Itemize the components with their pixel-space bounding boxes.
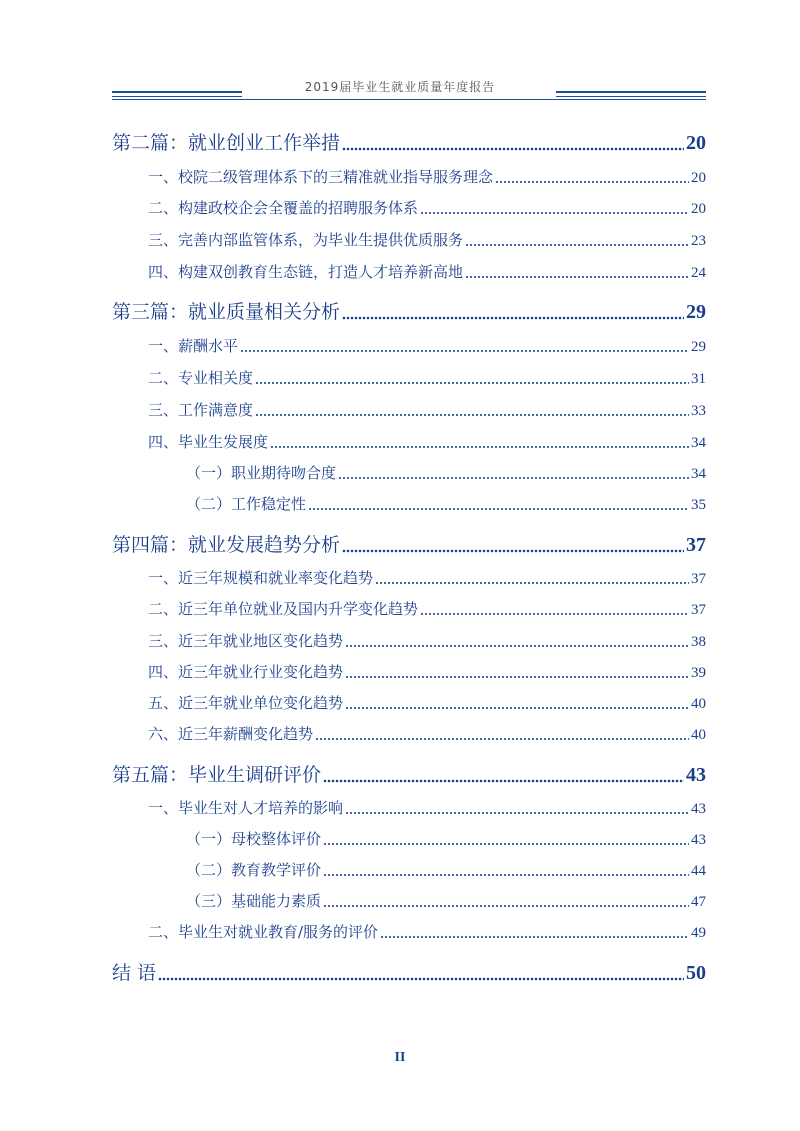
- toc-entry-label: 一、校院二级管理体系下的三精准就业指导服务理念: [148, 168, 494, 186]
- toc-entry-label: 三、近三年就业地区变化趋势: [148, 632, 344, 650]
- toc-entry[interactable]: [186, 859, 706, 880]
- toc-entry[interactable]: [148, 431, 706, 452]
- toc-entry-label: （二）工作稳定性: [186, 495, 307, 513]
- toc-entry[interactable]: [186, 493, 706, 514]
- toc-entry[interactable]: [148, 598, 706, 619]
- toc-entry[interactable]: [148, 661, 706, 682]
- toc-leader-dots: [420, 200, 689, 215]
- toc-leader-dots: [240, 338, 689, 353]
- toc-entry-page: 20: [691, 170, 706, 186]
- toc-entry[interactable]: [112, 297, 706, 324]
- toc-entry-page: 34: [691, 466, 706, 482]
- toc-entry-label: 六、近三年薪酬变化趋势: [148, 725, 314, 743]
- toc-entry-page: 47: [691, 894, 706, 910]
- toc-entry-label: 第四篇：就业发展趋势分析: [112, 534, 341, 556]
- toc-leader-dots: [270, 434, 689, 449]
- toc-entry-label: 第五篇：毕业生调研评价: [112, 764, 322, 786]
- toc-entry[interactable]: [148, 630, 706, 651]
- toc-entry-label: 第二篇：就业创业工作举措: [112, 132, 341, 154]
- toc-entry[interactable]: [148, 166, 706, 187]
- toc-entry-page: 40: [691, 727, 706, 743]
- toc-entry-page: 43: [691, 801, 706, 817]
- toc-entry-label: 二、近三年单位就业及国内升学变化趋势: [148, 600, 419, 618]
- toc-entry[interactable]: [148, 723, 706, 744]
- toc-entry-label: （一）职业期待吻合度: [186, 464, 337, 482]
- toc-entry[interactable]: [148, 797, 706, 818]
- toc-entry-page: 24: [691, 265, 706, 281]
- toc-entry[interactable]: [112, 958, 706, 985]
- toc-entry-page: 35: [691, 497, 706, 513]
- toc-entry-page: 40: [691, 696, 706, 712]
- toc-entry-label: 五、近三年就业单位变化趋势: [148, 694, 344, 712]
- toc-entry-page: 29: [686, 301, 706, 323]
- toc-leader-dots: [255, 370, 689, 385]
- toc-entry-page: 33: [691, 403, 706, 419]
- toc-leader-dots: [255, 402, 689, 417]
- toc-leader-dots: [323, 862, 689, 877]
- toc-entry-label: 三、完善内部监管体系，为毕业生提供优质服务: [148, 231, 464, 249]
- toc-leader-dots: [342, 301, 684, 320]
- toc-entry-page: 49: [691, 925, 706, 941]
- toc-entry-label: （三）基础能力素质: [186, 892, 322, 910]
- toc-entry[interactable]: [112, 760, 706, 787]
- toc-entry[interactable]: [148, 335, 706, 356]
- toc-leader-dots: [338, 465, 689, 480]
- toc-entry-page: 50: [686, 962, 706, 984]
- toc-entry[interactable]: [148, 567, 706, 588]
- toc-leader-dots: [345, 695, 689, 710]
- toc-entry-label: 三、工作满意度: [148, 401, 254, 419]
- toc-leader-dots: [345, 664, 689, 679]
- report-title: 2019届毕业生就业质量年度报告: [304, 80, 496, 94]
- toc-entry-page: 37: [686, 534, 706, 556]
- toc-entry[interactable]: [112, 128, 706, 155]
- toc-entry-label: 一、薪酬水平: [148, 337, 239, 355]
- toc-entry-label: 一、毕业生对人才培养的影响: [148, 799, 344, 817]
- toc-entry-page: 20: [691, 201, 706, 217]
- toc-entry-page: 44: [691, 863, 706, 879]
- toc-leader-dots: [380, 924, 689, 939]
- toc-entry[interactable]: [186, 828, 706, 849]
- toc-leader-dots: [465, 264, 689, 279]
- toc-entry[interactable]: [148, 197, 706, 218]
- toc-entry[interactable]: [148, 367, 706, 388]
- toc-entry[interactable]: [186, 890, 706, 911]
- toc-leader-dots: [323, 831, 689, 846]
- toc-leader-dots: [323, 764, 684, 783]
- toc-leader-dots: [375, 570, 689, 585]
- toc-entry-page: 31: [691, 371, 706, 387]
- toc-entry-page: 37: [691, 602, 706, 618]
- toc-leader-dots: [495, 169, 689, 184]
- toc-leader-dots: [315, 726, 689, 741]
- toc-entry-page: 43: [691, 832, 706, 848]
- toc-entry[interactable]: [148, 261, 706, 282]
- toc-entry-label: 二、构建政校企会全覆盖的招聘服务体系: [148, 199, 419, 217]
- toc-entry[interactable]: [186, 462, 706, 483]
- toc-entry-label: （一）母校整体评价: [186, 830, 322, 848]
- toc-entry-label: 一、近三年规模和就业率变化趋势: [148, 569, 374, 587]
- toc-leader-dots: [342, 534, 684, 553]
- toc-leader-dots: [345, 800, 689, 815]
- toc-entry-label: 结 语: [112, 962, 157, 984]
- toc-entry-page: 29: [691, 339, 706, 355]
- toc-entry[interactable]: [148, 692, 706, 713]
- toc-entry-label: （二）教育教学评价: [186, 861, 322, 879]
- toc-entry-label: 四、近三年就业行业变化趋势: [148, 663, 344, 681]
- toc-entry-label: 第三篇：就业质量相关分析: [112, 301, 341, 323]
- toc-entry-page: 20: [686, 132, 706, 154]
- toc-leader-dots: [323, 893, 689, 908]
- toc-entry-page: 34: [691, 435, 706, 451]
- toc-entry-page: 23: [691, 233, 706, 249]
- toc-leader-dots: [308, 496, 689, 511]
- page-number: II: [394, 1050, 406, 1065]
- toc-entry-page: 38: [691, 634, 706, 650]
- toc-entry-page: 37: [691, 571, 706, 587]
- toc-entry-label: 二、毕业生对就业教育/服务的评价: [148, 923, 379, 941]
- toc-leader-dots: [345, 633, 689, 648]
- toc-leader-dots: [342, 132, 684, 151]
- toc-entry-label: 四、毕业生发展度: [148, 433, 269, 451]
- toc-entry[interactable]: [148, 229, 706, 250]
- toc-entry[interactable]: [112, 530, 706, 557]
- toc-leader-dots: [465, 232, 689, 247]
- toc-entry-label: 二、专业相关度: [148, 369, 254, 387]
- toc-entry-label: 四、构建双创教育生态链，打造人才培养新高地: [148, 263, 464, 281]
- toc-leader-dots: [420, 601, 689, 616]
- toc-entry[interactable]: [148, 921, 706, 942]
- toc-entry-page: 39: [691, 665, 706, 681]
- toc-leader-dots: [158, 962, 684, 981]
- toc-entry[interactable]: [148, 399, 706, 420]
- toc-entry-page: 43: [686, 764, 706, 786]
